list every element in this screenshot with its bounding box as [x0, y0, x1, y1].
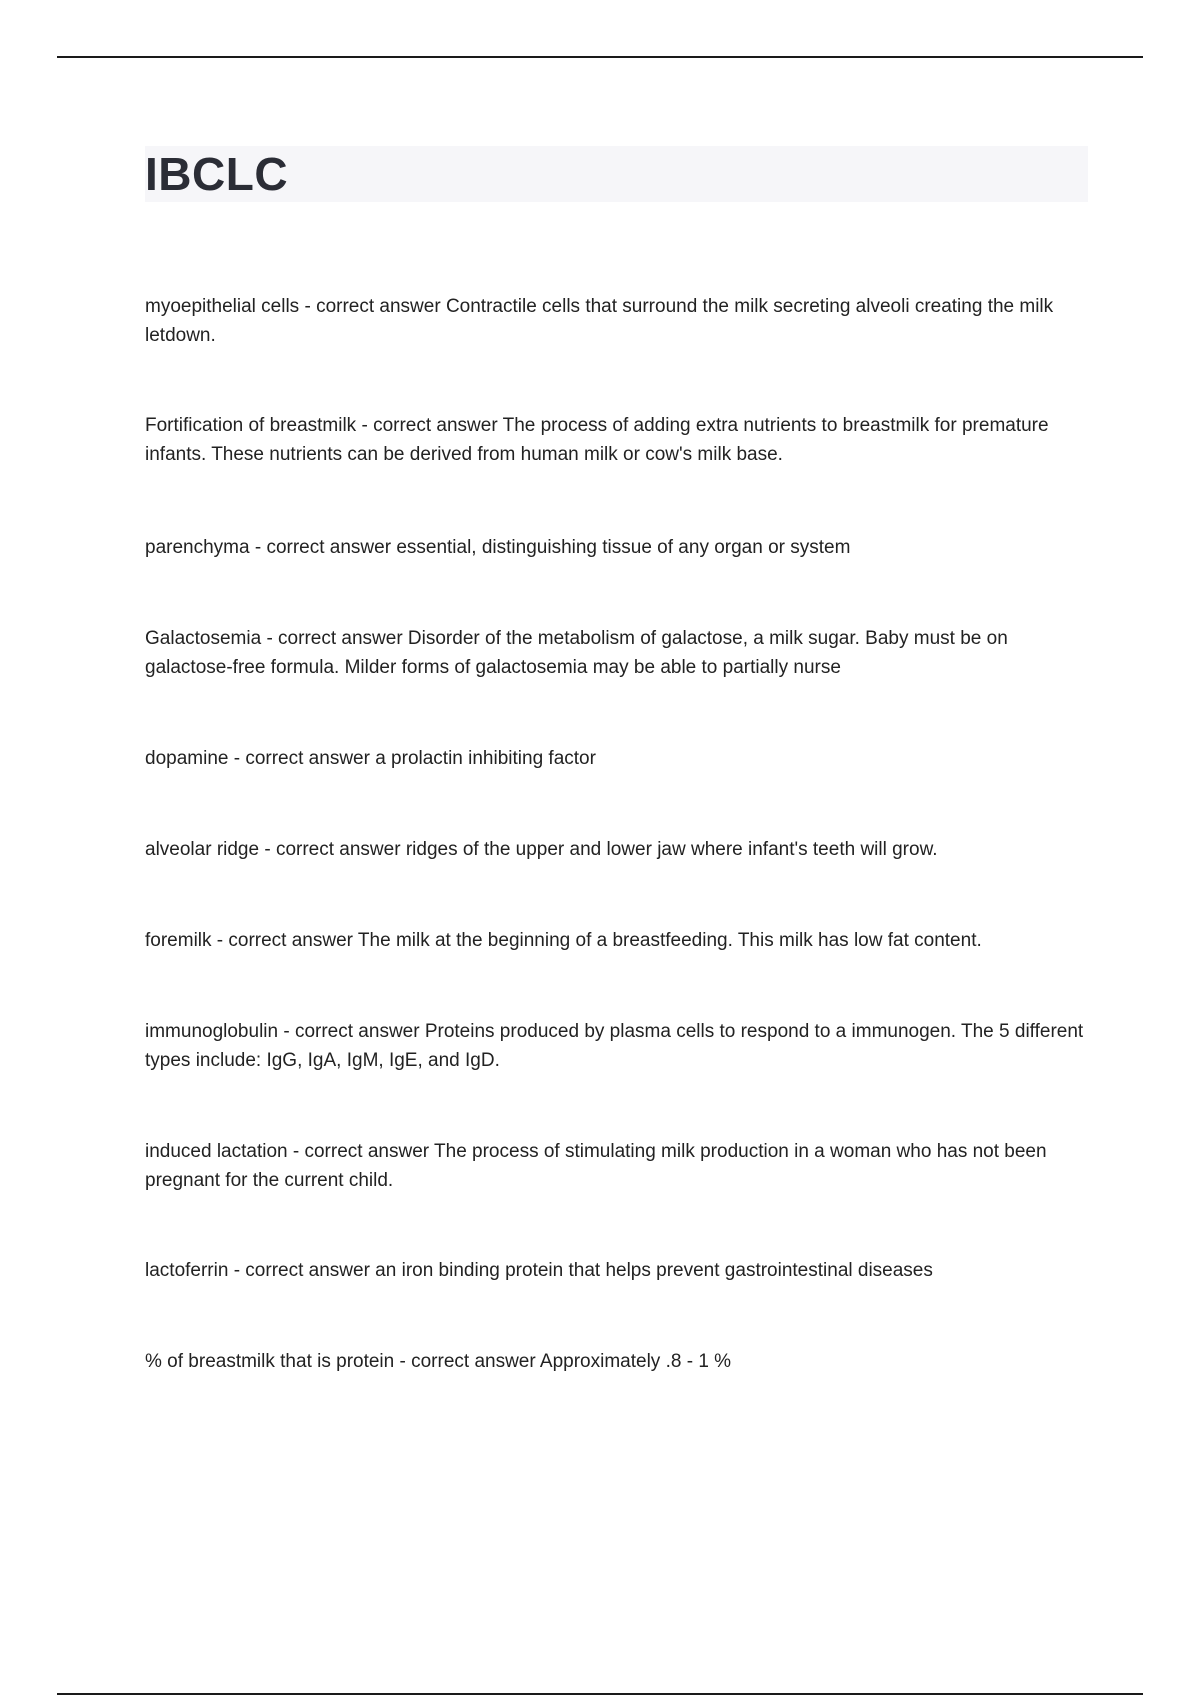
qa-item: lactoferrin - correct answer an iron binding protein that helps prevent gastrointestinal diseases [145, 1260, 933, 1281]
page-title: IBCLC [145, 148, 289, 200]
qa-item: induced lactation - correct answer The process of stimulating milk production in a woman who has not been pregnant for the current child. [145, 1141, 1047, 1191]
qa-item: parenchyma - correct answer essential, distinguishing tissue of any organ or system [145, 537, 851, 558]
qa-item: Fortification of breastmilk - correct answer The process of adding extra nutrients to breastmilk for premature infants. These nutrients can be derived from human milk or cow's milk base. [145, 415, 1049, 465]
top-rule [57, 56, 1143, 58]
qa-item: myoepithelial cells - correct answer Contractile cells that surround the milk secreting alveoli creating the milk letdown. [145, 296, 1054, 346]
bottom-rule [57, 1693, 1143, 1695]
qa-item: alveolar ridge - correct answer ridges of the upper and lower jaw where infant's teeth will grow. [145, 839, 938, 860]
qa-item: dopamine - correct answer a prolactin inhibiting factor [145, 748, 596, 769]
qa-item: Galactosemia - correct answer Disorder of the metabolism of galactose, a milk sugar. Baby must be on galactose-free formula. Milder forms of galactosemia may be able to partially nurse [145, 628, 1008, 678]
qa-item: % of breastmilk that is protein - correct answer Approximately .8 - 1 % [145, 1351, 732, 1372]
qa-item: foremilk - correct answer The milk at the beginning of a breastfeeding. This milk has low fat content. [145, 930, 982, 951]
qa-item: immunoglobulin - correct answer Proteins produced by plasma cells to respond to a immunogen. The 5 different types include: IgG, IgA, IgM, IgE, and IgD. [145, 1021, 1084, 1071]
